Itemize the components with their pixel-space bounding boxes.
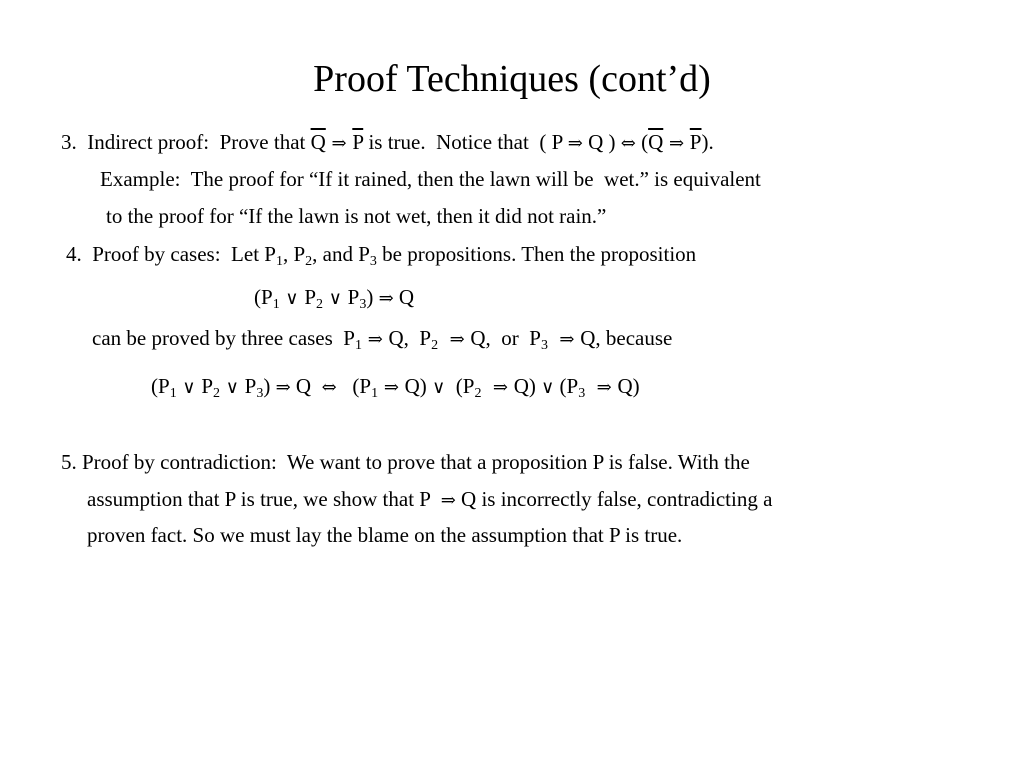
implies-symbol: ⇒ xyxy=(663,133,690,154)
or-symbol: ∨ xyxy=(541,377,555,398)
item4-formula1: ($P_1$ ∨ $P_2$ ∨ $P_3$) ⇒ Q xyxy=(254,285,415,312)
or-symbol: ∨ xyxy=(279,288,305,309)
implies-symbol: ⇒ xyxy=(440,490,456,511)
item3-example-continuation: to the proof for “If the lawn is not wet, then it did not rain.” xyxy=(106,204,607,228)
iff-symbol: ⇔ xyxy=(321,377,337,398)
item4-formula2: ($P_1$ ∨ $P_2$ ∨ $P_3$) ⇒ Q ⇔ ($P_1$ ⇒ Q) ∨ ($P_2$ ⇒ Q) ∨ ($P_3$ ⇒ Q) xyxy=(151,374,640,401)
item4-line2: can be proved by three cases $P_1$ ⇒ Q, $P_2$ ⇒ Q, or $P_3$ ⇒ Q, because xyxy=(92,326,673,353)
implies-symbol: ⇒ xyxy=(378,288,394,309)
item3-line1: 3. Indirect proof: Prove that $\overline{Q}$ ⇒ $\overline{P}$ is true. Notice that ( P ⇒ Q ) ⇔ ($\overline{Q}$ ⇒ $\overline{P}$). xyxy=(61,130,714,154)
implies-symbol: ⇒ xyxy=(361,329,389,350)
or-symbol: ∨ xyxy=(220,377,245,398)
item4-line1: 4. Proof by cases: Let $P_1$, $P_2$, and $P_3$ be propositions. Then the proposition xyxy=(66,242,697,269)
implies-symbol: ⇒ xyxy=(438,329,471,350)
or-symbol: ∨ xyxy=(323,288,348,309)
implies-symbol: ⇒ xyxy=(547,329,581,350)
implies-symbol: ⇒ xyxy=(275,377,291,398)
implies-symbol: ⇒ xyxy=(585,377,618,398)
iff-symbol: ⇔ xyxy=(620,133,636,154)
implies-symbol: ⇒ xyxy=(378,377,405,398)
or-symbol: ∨ xyxy=(176,377,202,398)
implies-symbol: ⇒ xyxy=(481,377,514,398)
item5-line2: assumption that P is true, we show that P ⇒ Q is incorrectly false, contradicting a xyxy=(87,487,773,511)
item5-line3: proven fact. So we must lay the blame on the assumption that P is true. xyxy=(87,523,683,547)
q-negated: $\overline{Q}$ xyxy=(648,130,664,154)
implies-symbol: ⇒ xyxy=(567,133,583,154)
implies-symbol: ⇒ xyxy=(325,133,353,154)
or-symbol: ∨ xyxy=(432,377,446,398)
q-negated: $\overline{Q}$ xyxy=(310,130,326,154)
item3-example-line: Example: The proof for “If it rained, then the lawn will be wet.” is equivalent xyxy=(100,167,761,191)
item5-line1: 5. Proof by contradiction: We want to prove that a proposition P is false. With the xyxy=(61,450,750,474)
p-negated: $\overline{P}$ xyxy=(352,130,364,154)
p-negated: $\overline{P}$ xyxy=(689,130,702,154)
slide-title: Proof Techniques (cont’d) xyxy=(313,58,711,100)
